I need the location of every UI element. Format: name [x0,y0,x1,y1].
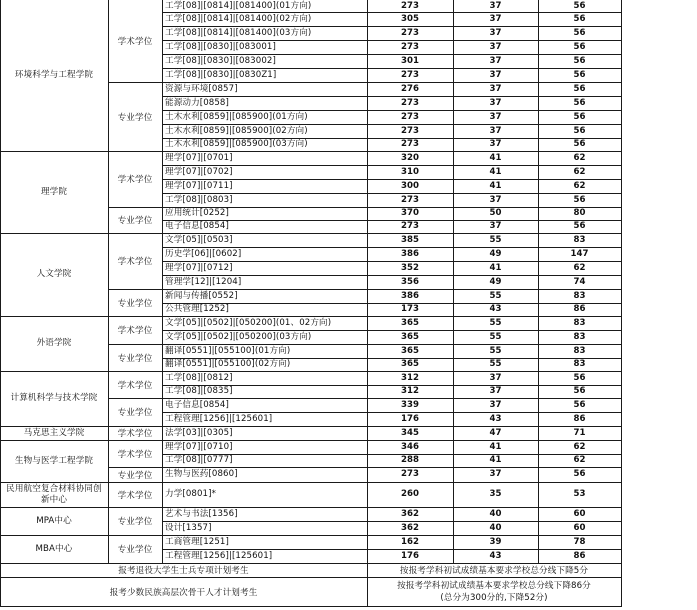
major-cell: 工商管理[1251] [165,537,229,547]
score-cell: 83 [573,346,586,356]
major-cell: 工程管理[1256]|[125601] [165,551,273,561]
grid-line [108,316,163,317]
grid-line [162,124,622,125]
score-cell: 273 [401,139,419,149]
score-cell: 41 [489,263,502,273]
score-cell: 37 [489,14,502,24]
score-cell: 43 [489,414,502,424]
score-cell: 49 [489,249,502,259]
score-cell: 83 [573,359,586,369]
score-cell: 365 [401,359,419,369]
score-cell: 56 [573,112,586,122]
score-cell: 56 [573,28,586,38]
degree-type-cell: 专业学位 [117,353,153,364]
score-cell: 37 [489,195,502,205]
score-cell: 62 [573,263,586,273]
grid-line [162,521,622,522]
grid-line [162,398,622,399]
score-cell: 53 [573,489,586,499]
score-cell: 147 [570,249,589,259]
major-cell: 文学[05]|[0503] [165,235,233,245]
degree-type-cell: 专业学位 [117,545,153,555]
major-cell: 理学[07]|[0701] [165,153,233,163]
grid-line [162,193,622,194]
major-cell: 资源与环境[0857] [165,84,238,94]
grid-line [162,358,622,359]
grid-line [0,507,109,508]
degree-type-cell: 学术学位 [117,449,153,460]
grid-line [162,344,622,345]
major-cell: 工程管理[1256]|[125601] [165,414,273,424]
score-cell: 78 [573,537,586,547]
score-cell: 56 [573,373,586,383]
score-cell: 56 [573,84,586,94]
score-cell: 173 [401,304,419,314]
grid-line [108,371,163,372]
degree-type-cell: 学术学位 [117,37,153,47]
score-cell: 273 [401,1,419,11]
grid-line [162,110,622,111]
score-cell: 71 [573,428,586,438]
grid-line [162,54,622,55]
footer-minority-rule [367,577,621,606]
major-cell: 文学[05]|[0502]|[050200](01、02方向) [165,318,332,328]
grid-line [162,151,622,152]
grid-line [0,316,109,317]
score-cell: 41 [489,455,502,465]
score-cell: 365 [401,318,419,328]
score-cell: 62 [573,153,586,163]
score-cell: 56 [573,195,586,205]
grid-line [162,40,622,41]
score-cell: 345 [401,428,419,438]
score-cell: 176 [401,414,419,424]
score-cell: 339 [401,400,419,410]
degree-type-cell: 学术学位 [117,429,153,439]
score-cell: 80 [573,208,586,218]
grid-line [162,220,622,221]
major-cell: 理学[07]|[0711] [165,181,233,191]
major-cell: 理学[07]|[0712] [165,263,233,273]
score-cell: 60 [573,523,586,533]
score-cell: 41 [489,167,502,177]
grid-line [108,207,163,208]
college-cell: 人文学院 [36,269,72,279]
college-cell: MPA中心 [36,515,72,526]
score-cell: 346 [401,442,419,452]
grid-line [162,0,163,564]
score-cell: 56 [573,126,586,136]
score-cell: 365 [401,332,419,342]
grid-line [162,165,622,166]
grid-line [108,440,163,441]
score-cell: 312 [401,386,419,396]
college-cell: 马克思主义学院 [23,427,85,438]
score-cell: 176 [401,551,419,561]
score-cell: 386 [401,249,419,259]
score-cell: 37 [489,373,502,383]
major-cell: 翻译[0551]|[055100](01方向) [165,346,291,356]
score-cell: 56 [573,70,586,80]
grid-line [0,563,622,564]
grid-line [162,385,622,386]
score-cell: 273 [401,70,419,80]
grid-line [162,82,622,83]
grid-line [453,0,454,564]
score-cell: 273 [401,221,419,231]
score-cell: 37 [489,70,502,80]
score-cell: 62 [573,181,586,191]
score-cell: 60 [573,509,586,519]
score-cell: 305 [401,14,419,24]
grid-line [108,0,109,564]
score-cell: 62 [573,167,586,177]
grid-line [162,440,622,441]
score-cell: 55 [489,332,502,342]
score-cell: 37 [489,126,502,136]
score-cell: 288 [401,455,419,465]
major-cell: 工学[08]|[0830]|[083002] [165,56,276,66]
grid-line [0,233,109,234]
degree-type-cell: 学术学位 [117,257,153,267]
grid-line [162,26,622,27]
major-cell: 管理学[12]|[1204] [165,277,242,287]
score-cell: 50 [489,208,502,218]
score-cell: 386 [401,291,419,301]
score-cell: 37 [489,98,502,108]
score-cell: 83 [573,332,586,342]
grid-line [162,275,622,276]
major-cell: 能源动力[0858] [165,98,229,108]
score-cell: 56 [573,98,586,108]
score-cell: 62 [573,442,586,452]
score-cell: 310 [401,167,419,177]
grid-line [108,344,163,345]
score-cell: 56 [573,221,586,231]
major-cell: 电子信息[0854] [165,221,229,231]
college-cell: 生物与医学工程学院 [14,455,94,466]
score-cell: 362 [401,509,419,519]
score-cell: 37 [489,400,502,410]
major-cell: 工学[08]|[0835] [165,386,233,396]
college-cell: 理学院 [40,186,68,197]
score-cell: 43 [489,551,502,561]
score-cell: 74 [573,277,586,287]
grid-line [108,151,163,152]
degree-type-cell: 学术学位 [117,326,153,336]
major-cell: 工学[08]|[0814]|[081400](02方向) [165,14,312,24]
grid-line [162,426,622,427]
score-cell: 37 [489,42,502,52]
score-cell: 56 [573,469,586,479]
grid-line [108,233,163,234]
score-cell: 352 [401,263,419,273]
grid-line [108,82,163,83]
college-cell: 外语学院 [36,338,72,348]
score-cell: 39 [489,537,502,547]
degree-type-cell: 专业学位 [117,408,153,418]
major-cell: 历史学[06]|[0602] [165,249,242,259]
college-cell: 计算机科学与技术学院 [10,393,98,403]
major-cell: 土木水利[0859]|[085900](03方向) [165,139,308,149]
score-cell: 86 [573,304,586,314]
score-cell: 385 [401,235,419,245]
major-cell: 公共管理[1252] [165,304,229,314]
degree-type-cell: 专业学位 [117,470,153,481]
degree-type-cell: 学术学位 [117,490,153,501]
grid-line [162,233,622,234]
score-cell: 300 [401,181,419,191]
grid-line [162,371,622,372]
college-cell: MBA中心 [35,543,73,554]
score-cell: 273 [401,112,419,122]
major-cell: 文学[05]|[0502]|[050200](03方向) [165,332,312,342]
major-cell: 设计[1357] [165,523,212,533]
score-cell: 37 [489,139,502,149]
degree-type-cell: 专业学位 [117,112,153,123]
score-cell: 41 [489,153,502,163]
score-cell: 56 [573,56,586,66]
grid-line [108,467,163,468]
score-cell: 35 [489,489,502,499]
grid-line [162,96,622,97]
grid-line [162,289,622,290]
grid-line [108,426,163,427]
major-cell: 电子信息[0854] [165,400,229,410]
major-cell: 工学[08]|[0812] [165,373,233,383]
score-cell: 365 [401,346,419,356]
degree-type-cell: 专业学位 [117,298,153,309]
score-cell: 55 [489,291,502,301]
grid-line [162,507,622,508]
major-cell: 艺术与书法[1356] [165,509,238,519]
grid-line [162,261,622,262]
score-cell: 273 [401,28,419,38]
score-cell: 37 [489,469,502,479]
grid-line [162,68,622,69]
score-cell: 273 [401,195,419,205]
college-cell: 民用航空复合材料协同创新中心 [6,483,102,505]
grid-line [162,179,622,180]
footer-soldier-rule: 按报考学科初试成绩基本要求学校总分线下降5分 [399,566,589,576]
grid-line [162,467,622,468]
grid-line [162,549,622,550]
degree-type-cell: 专业学位 [117,216,153,226]
score-cell: 37 [489,1,502,11]
score-cell: 273 [401,469,419,479]
score-cell: 56 [573,42,586,52]
grid-line [162,316,622,317]
grid-line [0,606,622,607]
major-cell: 工学[08]|[0814]|[081400](01方向) [165,1,312,11]
score-cell: 49 [489,277,502,287]
score-cell: 62 [573,455,586,465]
major-cell: 力学[0801]* [165,489,216,499]
score-cell: 273 [401,42,419,52]
score-cell: 83 [573,291,586,301]
score-cell: 55 [489,235,502,245]
footer-minority-label: 报考少数民族高层次骨干人才计划考生 [109,587,258,598]
grid-line [0,535,109,536]
degree-type-cell: 学术学位 [117,175,153,185]
score-cell: 43 [489,304,502,314]
grid-line [0,577,622,578]
major-cell: 法学[03]|[0305] [165,428,233,438]
grid-line [162,482,622,483]
score-cell: 83 [573,318,586,328]
major-cell: 生物与医药[0860] [165,469,238,479]
score-cell: 37 [489,56,502,66]
score-cell: 276 [401,84,419,94]
footer-minority-rule-line1: 按报考学科初试成绩基本要求学校总分线下降86分 [397,580,591,591]
score-cell: 55 [489,346,502,356]
major-cell: 工学[08]|[0814]|[081400](03方向) [165,28,312,38]
grid-line [0,426,109,427]
score-cell: 320 [401,153,419,163]
score-cell: 40 [489,523,502,533]
score-cell: 41 [489,442,502,452]
score-cell: 312 [401,373,419,383]
major-cell: 理学[07]|[0710] [165,442,233,452]
major-cell: 理学[07]|[0702] [165,167,233,177]
grid-line [162,247,622,248]
grid-line [0,371,109,372]
score-cell: 37 [489,221,502,231]
score-cell: 83 [573,235,586,245]
score-cell: 56 [573,400,586,410]
score-cell: 41 [489,181,502,191]
major-cell: 翻译[0551]|[055100](02方向) [165,359,291,369]
grid-line [108,398,163,399]
score-cell: 56 [573,139,586,149]
score-cell: 56 [573,386,586,396]
grid-line [0,440,109,441]
major-cell: 应用统计[0252] [165,208,229,218]
grid-line [162,454,622,455]
score-cell: 273 [401,98,419,108]
score-cell: 37 [489,28,502,38]
score-cell: 55 [489,359,502,369]
grid-line [162,535,622,536]
grid-line [108,507,163,508]
score-cell: 273 [401,126,419,136]
score-cell: 56 [573,1,586,11]
score-cell: 356 [401,277,419,287]
footer-minority-rule-line2: (总分为300分的,下降52分) [440,592,548,603]
major-cell: 工学[08]|[0803] [165,195,233,205]
score-cell: 37 [489,84,502,94]
grid-line [0,482,109,483]
score-cell: 47 [489,428,502,438]
grid-line [162,207,622,208]
college-cell: 环境科学与工程学院 [14,70,94,80]
grid-line [0,151,109,152]
grid-line [538,0,539,564]
grid-line [162,12,622,13]
score-cell: 56 [573,14,586,24]
grid-line [162,412,622,413]
grid-line [108,482,163,483]
score-cell: 260 [401,489,419,499]
degree-type-cell: 学术学位 [117,380,153,391]
major-cell: 工学[08]|[0830]|[0830Z1] [165,70,277,80]
score-cell: 37 [489,386,502,396]
grid-line [0,0,1,607]
grid-line [108,535,163,536]
major-cell: 新闻与传播[0552] [165,291,238,301]
score-cell: 55 [489,318,502,328]
grid-line [108,289,163,290]
footer-soldier-label: 报考退役大学生士兵专项计划考生 [118,566,249,576]
score-cell: 37 [489,112,502,122]
score-cell: 370 [401,208,419,218]
grid-line [162,138,622,139]
score-cell: 301 [401,56,419,66]
score-cell: 40 [489,509,502,519]
score-cell: 162 [401,537,419,547]
score-cell: 362 [401,523,419,533]
major-cell: 土木水利[0859]|[085900](01方向) [165,112,308,122]
major-cell: 土木水利[0859]|[085900](02方向) [165,126,308,136]
major-cell: 工学[08]|[0777] [165,455,233,465]
degree-type-cell: 专业学位 [117,517,153,527]
major-cell: 工学[08]|[0830]|[083001] [165,42,276,52]
score-cell: 86 [573,551,586,561]
grid-line [162,303,622,304]
score-cell: 86 [573,414,586,424]
grid-line [162,330,622,331]
